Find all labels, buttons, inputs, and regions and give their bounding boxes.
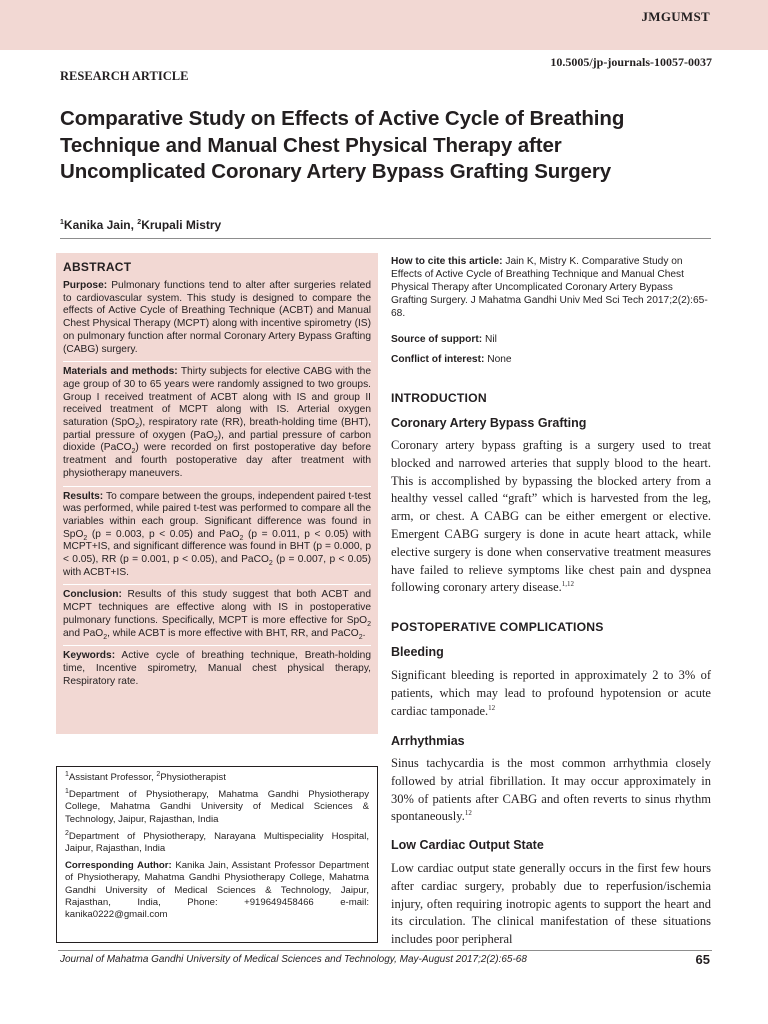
lcos-heading: Low Cardiac Output State (391, 838, 544, 852)
cite-text: Jain K, Mistry K. Comparative Study on Effects of Active Cycle of Breathing Technique and Manual Chest Physical Therapy after Uncomplicated Coronary Artery Bypass Grafting Surgery. J Mahatma Gandhi Univ Med Sci Tech 2017;2(2):65-68. (391, 256, 708, 319)
abstract-keywords (63, 650, 371, 693)
arrhythmia-heading: Arrhythmias (391, 734, 465, 748)
citation-ref[interactable]: 1,12 (561, 580, 575, 589)
methods-text: Thirty subjects for elective CABG with the age group of 30 to 65 years were randomly assigned to two groups. Group I received treatment of ACBT along with IS and group II received treatment of MCPT along with IS. Arterial oxygen saturation (SpO (63, 366, 371, 429)
corresponding-author (65, 860, 369, 921)
sup: 1 (65, 770, 69, 778)
subscript: 2 (358, 633, 363, 641)
arrhythmia-text: Sinus tachycardia is the most common arrhythmia closely followed by atrial fibrillation. It may occur approximately in 30% of patients after CABG and often reverts to sinus rhythm spontaneously. (391, 756, 711, 824)
subscript: 2 (367, 620, 371, 628)
purpose-label: Purpose: (63, 280, 108, 291)
cite-label: How to cite this article: (391, 256, 503, 267)
methods-text: ), and partial pressure of carbon dioxide (PaCO (63, 429, 371, 454)
author-sup: 2 (137, 219, 142, 226)
sup: 2 (65, 829, 69, 837)
keywords-text: Active cycle of breathing technique, Breath-holding time, Incentive spirometry, Manual chest physical therapy, Respiratory rate. (63, 650, 371, 687)
source-of-support (391, 334, 711, 345)
purpose-text: Pulmonary functions tend to alter after surgeries related to cardiovascular system. This study is designed to compare the effects of Active Cycle of Breathing Technique (ACBT) and Manual Chest Physical Therapy (MCPT) along with incentive spirometry (IS) on pulmonary function after normal Coronary Artery Bypass Grafting (CABG) surgery. (63, 280, 371, 355)
author-line (60, 218, 221, 232)
author-sup: 1 (60, 219, 64, 226)
postop-heading: POSTOPERATIVE COMPLICATIONS (391, 620, 604, 634)
abstract-conclusion (63, 589, 371, 646)
conflict-value: None (487, 354, 512, 365)
methods-text: ), respiratory rate (RR), breath-holding time (BHT), partial pressure of oxygen (PaO (63, 417, 371, 441)
abstract-purpose (63, 280, 371, 362)
affiliation-2 (65, 831, 369, 855)
conflict-of-interest (391, 354, 711, 365)
sup: 2 (156, 770, 161, 778)
results-text: (p = 0.011, p < 0.05) with MCPT+IS, and significant difference was found in BHT (p = 0.000, p < 0.05), RR (p = 0.001, p < 0.05), and PaCO (63, 528, 371, 566)
subscript: 2 (239, 534, 244, 542)
results-text: (p = 0.007, p < 0.05) with ACBT+IS. (63, 554, 371, 578)
cabg-heading: Coronary Artery Bypass Grafting (391, 416, 587, 430)
subscript: 2 (103, 633, 108, 641)
conflict-label: Conflict of interest: (391, 354, 485, 365)
subscript: 2 (213, 435, 218, 443)
affiliation-text: Department of Physiotherapy, Narayana Multispeciality Hospital, Jaipur, Rajasthan, India (65, 830, 369, 855)
header-band (0, 0, 768, 50)
corresponding-label: Corresponding Author: (65, 860, 172, 872)
article-title: Comparative Study on Effects of Active Cycle of Breathing Technique and Manual Chest Physical Therapy after Uncomplicated Coronary Artery Bypass Grafting Surgery (60, 107, 625, 183)
conclusion-text: . (362, 627, 366, 639)
journal-abbreviation: JMGUMST (641, 9, 710, 24)
methods-label: Materials and methods: (63, 366, 178, 378)
keywords-label: Keywords: (63, 650, 116, 662)
page-number: 65 (695, 952, 710, 967)
conclusion-text: , while ACBT is more effective with BHT, RR, and PaCO (107, 627, 359, 639)
cabg-text: Coronary artery bypass grafting is a surgery used to treat blocked and narrowed arteries that supply blood to the heart. This is accomplished by bypassing the blocked artery from a healthy vessel called “graft” which is harvested from the leg, arm, or chest. A CABG can be either emergent or elective. Emergent CABG surgery is done in acute heart attack, while elective surgery is done when conservative treatment measures have failed to relieve symptoms like chest pain and dyspnea following coronary artery disease. (391, 438, 711, 595)
doi[interactable]: 10.5005/jp-journals-10057-0037 (550, 55, 712, 69)
results-label: Results: (63, 490, 104, 502)
footer-divider (58, 950, 712, 951)
conclusion-text: and PaO (63, 627, 104, 639)
intro-heading: INTRODUCTION (391, 391, 487, 405)
corresponding-text: Kanika Jain, Assistant Professor Department of Physiotherapy, Mahatma Gandhi Physiotherapy College, Mahatma Gandhi University of Medical Sciences & Technology, Jaipur, Rajasthan, India, Phone: +919649458466 e-mail: kanika0222@gmail.com (65, 860, 369, 921)
role-text: Assistant Professor, (68, 772, 157, 783)
affiliation-1 (65, 789, 369, 826)
abstract-results (63, 491, 371, 586)
support-value: Nil (484, 334, 497, 345)
conclusion-label: Conclusion: (63, 589, 122, 601)
lcos-paragraph: Low cardiac output state generally occurs in the first few hours after cardiac surgery, probably due to reperfusion/ischemia injury, often requiring inotropic agents to support the heart and its circulation. The clinical manifestation of these situations includes poor peripheral (391, 861, 711, 947)
role-text: Physiotherapist (160, 772, 226, 783)
bleeding-text: Significant bleeding is reported in approximately 2 to 3% of patients, which may lead to profound hypotension or acute cardiac tamponade. (391, 668, 711, 718)
author-name: Kanika Jain, (63, 218, 138, 232)
cabg-paragraph (391, 437, 711, 597)
abstract-box (56, 253, 378, 734)
footer-journal: Journal of Mahatma Gandhi University of Medical Sciences and Technology, May-August 2017;2(2):65-68 (60, 954, 527, 965)
citation-ref[interactable]: 12 (464, 809, 472, 818)
results-text: (p = 0.003, p < 0.05) and PaO (87, 528, 240, 540)
support-label: Source of support: (391, 334, 483, 345)
methods-text: ) were recorded on first postoperative day before treatment and fourth postoperative day after treatment with physiotherapy maneuvers. (63, 442, 371, 479)
author-name: Krupali Mistry (141, 218, 222, 232)
author-roles (65, 772, 369, 784)
subscript: 2 (135, 423, 139, 431)
results-text: To compare between the groups, independent paired t-test was performed, while paired t-test was performed to compare all the variables within each group. Significant difference was found in SpO (63, 490, 371, 540)
title-divider (60, 238, 711, 239)
subscript: 2 (268, 560, 273, 568)
bleeding-heading: Bleeding (391, 645, 444, 659)
subscript: 2 (131, 448, 136, 456)
how-to-cite (391, 255, 711, 320)
conclusion-text: Results of this study suggest that both ACBT and MCPT techniques are effective along with IS in postoperative pulmonary functions. Specifically, MCPT is more effective for SpO (63, 589, 371, 626)
abstract-heading: ABSTRACT (63, 260, 132, 274)
article-type: RESEARCH ARTICLE (60, 69, 189, 83)
subscript: 2 (83, 534, 88, 542)
arrhythmia-paragraph (391, 755, 711, 826)
bleeding-paragraph (391, 667, 711, 720)
affiliations-box (56, 766, 378, 943)
citation-ref[interactable]: 12 (488, 703, 496, 712)
affiliation-text: Department of Physiotherapy, Mahatma Gandhi Physiotherapy College, Mahatma Gandhi University of Medical Sciences & Technology, Jaipur, Rajasthan, India (65, 789, 369, 825)
sup: 1 (65, 788, 69, 796)
abstract-methods (63, 366, 371, 486)
